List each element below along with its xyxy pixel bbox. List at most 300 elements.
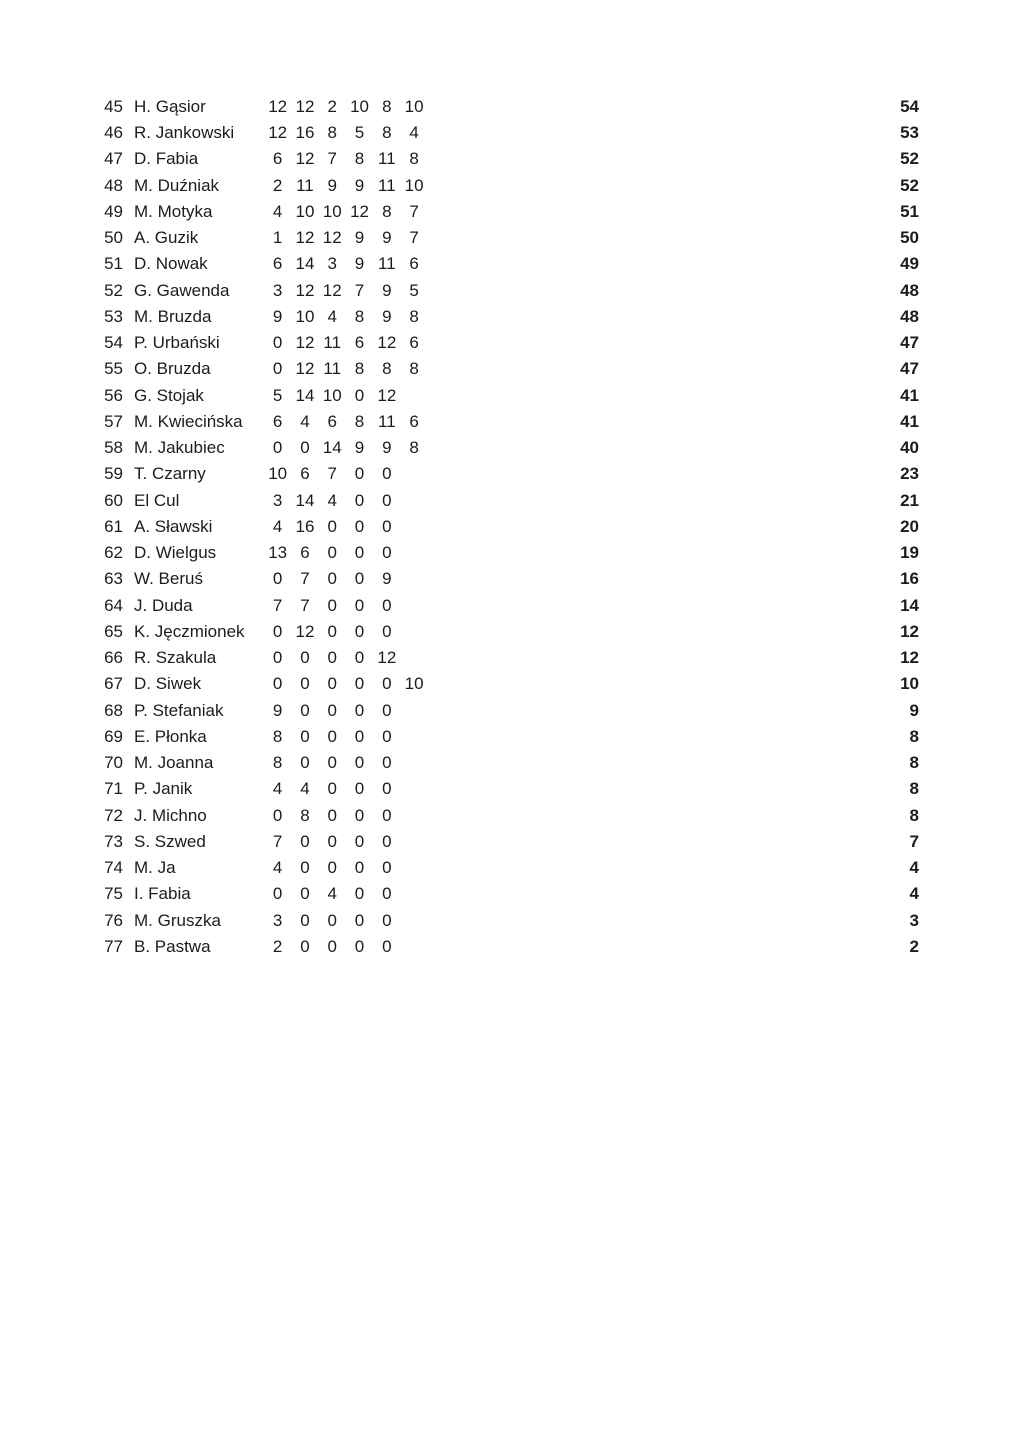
- score-cell-1: 7: [272, 595, 283, 615]
- score-cell-4: 0: [354, 648, 365, 668]
- table-row: [0, 199, 919, 225]
- total-cell: 3: [909, 910, 919, 930]
- score-cell-2: 16: [295, 123, 315, 143]
- score-cell-2: 0: [300, 884, 310, 904]
- rank-cell: 74: [104, 858, 123, 878]
- table-row: [0, 619, 919, 645]
- score-cell-2: 6: [300, 543, 310, 563]
- score-cell-2: 8: [300, 805, 310, 825]
- score-cell-4: 0: [354, 621, 365, 641]
- score-cell-1: 0: [272, 359, 283, 379]
- total-cell: 47: [900, 333, 919, 353]
- player-name-cell: D. Wielgus: [134, 543, 217, 563]
- score-cell-5: 0: [382, 464, 392, 484]
- player-name-cell: M. Jakubiec: [134, 438, 225, 458]
- player-name-cell: D. Siwek: [134, 674, 202, 694]
- score-cell-5: 0: [382, 884, 392, 904]
- score-cell-5: 0: [382, 831, 392, 851]
- rank-cell: 56: [104, 385, 123, 405]
- player-name-cell: P. Urbański: [134, 333, 220, 353]
- player-name-cell: J. Duda: [134, 595, 193, 615]
- score-cell-1: 4: [272, 516, 283, 536]
- score-cell-3: 10: [322, 385, 342, 405]
- score-cell-2: 0: [300, 648, 310, 668]
- score-cell-4: 0: [354, 385, 365, 405]
- table-row: [0, 435, 919, 461]
- score-cell-6: [400, 645, 427, 671]
- score-cell-1: 4: [272, 858, 283, 878]
- score-cell-3: 0: [327, 910, 337, 930]
- score-cell-5: 0: [382, 543, 392, 563]
- score-cell-6: [400, 750, 427, 776]
- score-cell-1: 4: [272, 779, 283, 799]
- score-cell-3: 0: [327, 543, 337, 563]
- score-cell-2: 14: [295, 385, 315, 405]
- score-cell-5: 0: [382, 936, 392, 956]
- score-cell-3: 0: [327, 700, 337, 720]
- score-cell-5: 0: [382, 490, 392, 510]
- score-cell-6: 7: [409, 228, 419, 248]
- score-cell-4: 5: [354, 123, 365, 143]
- rank-cell: 66: [104, 648, 123, 668]
- total-cell: 14: [900, 595, 919, 615]
- score-cell-3: 0: [327, 936, 337, 956]
- total-cell: 51: [900, 201, 919, 221]
- score-cell-6: [400, 593, 427, 619]
- score-cell-4: 0: [354, 674, 365, 694]
- score-cell-3: 0: [327, 805, 337, 825]
- score-cell-6: 5: [409, 280, 419, 300]
- total-cell: 9: [909, 700, 919, 720]
- total-cell: 8: [909, 805, 919, 825]
- score-cell-2: 0: [300, 753, 310, 773]
- score-cell-1: 9: [272, 306, 283, 326]
- score-cell-1: 0: [272, 648, 283, 668]
- score-cell-2: 4: [300, 411, 310, 431]
- score-cell-4: 0: [354, 516, 365, 536]
- total-cell: 52: [900, 149, 919, 169]
- player-name-cell: O. Bruzda: [134, 359, 211, 379]
- score-cell-1: 3: [272, 910, 283, 930]
- score-cell-6: [400, 829, 427, 855]
- score-cell-3: 4: [327, 306, 337, 326]
- rank-cell: 75: [104, 884, 123, 904]
- table-row: [0, 750, 919, 776]
- rank-cell: 51: [104, 254, 123, 274]
- player-name-cell: R. Szakula: [134, 648, 217, 668]
- total-cell: 7: [909, 831, 919, 851]
- score-cell-3: 8: [327, 123, 337, 143]
- player-name-cell: M. Joanna: [134, 753, 214, 773]
- table-row: [0, 146, 919, 172]
- score-cell-2: 0: [300, 936, 310, 956]
- score-cell-6: 8: [409, 149, 419, 169]
- total-cell: 41: [900, 411, 919, 431]
- score-cell-1: 0: [272, 438, 283, 458]
- score-cell-5: 0: [382, 910, 392, 930]
- table-row: [0, 803, 919, 829]
- score-cell-1: 3: [272, 490, 283, 510]
- score-cell-3: 0: [327, 595, 337, 615]
- score-cell-2: 0: [300, 831, 310, 851]
- score-cell-4: 0: [354, 726, 365, 746]
- score-cell-1: 0: [272, 621, 283, 641]
- table-row: [0, 724, 919, 750]
- score-cell-1: 0: [272, 569, 283, 589]
- rank-cell: 54: [104, 333, 123, 353]
- score-cell-1: 12: [268, 123, 288, 143]
- total-cell: 19: [900, 543, 919, 563]
- score-cell-2: 4: [300, 779, 310, 799]
- score-cell-4: 0: [354, 753, 365, 773]
- table-row: [0, 120, 919, 146]
- score-cell-4: 8: [354, 149, 365, 169]
- score-cell-6: [400, 776, 427, 802]
- score-cell-4: 0: [354, 910, 365, 930]
- score-cell-5: 11: [378, 411, 396, 431]
- score-cell-3: 4: [327, 490, 337, 510]
- table-row: [0, 225, 919, 251]
- score-cell-1: 4: [272, 201, 283, 221]
- player-name-cell: M. Kwiecińska: [134, 411, 243, 431]
- score-cell-5: 11: [378, 254, 396, 274]
- total-cell: 48: [900, 306, 919, 326]
- total-cell: 2: [909, 936, 919, 956]
- score-cell-4: 0: [354, 858, 365, 878]
- score-cell-3: 0: [327, 779, 337, 799]
- score-cell-3: 0: [327, 621, 337, 641]
- table-row: [0, 461, 919, 487]
- score-cell-5: 0: [382, 595, 392, 615]
- table-row: [0, 514, 919, 540]
- player-name-cell: A. Guzik: [134, 228, 199, 248]
- score-cell-3: 0: [327, 569, 337, 589]
- score-cell-2: 0: [300, 438, 310, 458]
- score-cell-3: 0: [327, 648, 337, 668]
- score-cell-5: 0: [382, 516, 392, 536]
- score-cell-4: 9: [354, 228, 365, 248]
- player-name-cell: E. Płonka: [134, 726, 207, 746]
- score-cell-1: 12: [268, 96, 288, 116]
- score-cell-2: 0: [300, 858, 310, 878]
- score-cell-4: 9: [354, 438, 365, 458]
- score-cell-5: 9: [382, 438, 392, 458]
- score-cell-5: 0: [382, 779, 392, 799]
- player-name-cell: D. Nowak: [134, 254, 208, 274]
- score-cell-6: 10: [404, 175, 424, 195]
- player-name-cell: D. Fabia: [134, 149, 199, 169]
- player-name-cell: M. Duźniak: [134, 175, 220, 195]
- score-cell-2: 6: [300, 464, 310, 484]
- total-cell: 50: [900, 228, 919, 248]
- score-cell-5: 11: [378, 149, 396, 169]
- score-cell-2: 10: [295, 306, 315, 326]
- score-cell-4: 8: [354, 411, 365, 431]
- score-cell-4: 9: [354, 175, 365, 195]
- score-cell-1: 0: [272, 333, 283, 353]
- total-cell: 12: [900, 648, 919, 668]
- table-row: [0, 251, 919, 277]
- score-cell-2: 12: [295, 359, 315, 379]
- player-name-cell: El Cul: [134, 490, 180, 510]
- player-name-cell: S. Szwed: [134, 831, 206, 851]
- score-cell-2: 0: [300, 674, 310, 694]
- total-cell: 49: [900, 254, 919, 274]
- total-cell: 4: [909, 884, 919, 904]
- score-cell-6: 10: [404, 96, 424, 116]
- score-cell-3: 0: [327, 753, 337, 773]
- player-name-cell: P. Stefaniak: [134, 700, 224, 720]
- player-name-cell: M. Motyka: [134, 201, 213, 221]
- score-cell-3: 0: [327, 831, 337, 851]
- table-row: [0, 488, 919, 514]
- rank-cell: 59: [104, 464, 123, 484]
- total-cell: 20: [900, 516, 919, 536]
- score-cell-2: 12: [295, 280, 315, 300]
- score-cell-5: 8: [382, 123, 392, 143]
- rank-cell: 62: [104, 543, 123, 563]
- score-cell-6: [400, 488, 427, 514]
- score-cell-5: 12: [377, 385, 397, 405]
- score-cell-1: 2: [272, 936, 283, 956]
- total-cell: 40: [900, 438, 919, 458]
- rank-cell: 71: [104, 779, 123, 799]
- score-cell-4: 8: [354, 306, 365, 326]
- score-cell-1: 1: [272, 228, 283, 248]
- score-cell-6: 4: [409, 123, 419, 143]
- score-cell-3: 2: [327, 96, 337, 116]
- rank-cell: 53: [104, 306, 123, 326]
- rank-cell: 65: [104, 621, 123, 641]
- rank-cell: 69: [104, 726, 123, 746]
- total-cell: 16: [900, 569, 919, 589]
- score-cell-5: 9: [382, 280, 392, 300]
- player-name-cell: J. Michno: [134, 805, 207, 825]
- rank-cell: 57: [104, 411, 123, 431]
- total-cell: 21: [900, 490, 919, 510]
- score-cell-2: 10: [295, 201, 315, 221]
- score-cell-6: 8: [409, 438, 419, 458]
- score-cell-1: 8: [272, 753, 283, 773]
- rank-cell: 46: [104, 123, 123, 143]
- rank-cell: 58: [104, 438, 123, 458]
- player-name-cell: G. Stojak: [134, 385, 204, 405]
- score-cell-2: 16: [295, 516, 315, 536]
- score-cell-4: 0: [354, 936, 365, 956]
- score-cell-6: 6: [409, 411, 419, 431]
- total-cell: 8: [909, 753, 919, 773]
- score-cell-2: 12: [295, 228, 315, 248]
- player-name-cell: M. Gruszka: [134, 910, 221, 930]
- score-cell-5: 0: [382, 674, 392, 694]
- score-cell-3: 0: [327, 858, 337, 878]
- player-name-cell: H. Gąsior: [134, 96, 206, 116]
- score-cell-3: 0: [327, 516, 337, 536]
- score-cell-1: 0: [272, 674, 283, 694]
- score-cell-5: 9: [382, 228, 392, 248]
- ranking-table: [0, 94, 919, 960]
- score-cell-6: 6: [409, 254, 419, 274]
- score-cell-3: 0: [327, 674, 337, 694]
- table-row: [0, 304, 919, 330]
- score-cell-4: 0: [354, 595, 365, 615]
- score-cell-6: [400, 934, 427, 960]
- score-cell-6: 6: [409, 333, 419, 353]
- score-cell-3: 12: [322, 228, 342, 248]
- score-cell-5: 11: [378, 175, 396, 195]
- score-cell-1: 6: [272, 149, 283, 169]
- total-cell: 52: [900, 175, 919, 195]
- score-cell-4: 7: [354, 280, 365, 300]
- player-name-cell: K. Jęczmionek: [134, 621, 245, 641]
- score-cell-3: 7: [327, 464, 337, 484]
- score-cell-2: 0: [300, 910, 310, 930]
- score-cell-4: 0: [354, 779, 365, 799]
- score-cell-3: 12: [322, 280, 342, 300]
- total-cell: 23: [900, 464, 919, 484]
- score-cell-3: 6: [327, 411, 337, 431]
- table-row: [0, 540, 919, 566]
- rank-cell: 68: [104, 700, 123, 720]
- player-name-cell: M. Ja: [134, 858, 176, 878]
- table-row: [0, 383, 919, 409]
- rank-cell: 49: [104, 201, 123, 221]
- score-cell-4: 6: [354, 333, 365, 353]
- score-cell-6: [400, 698, 427, 724]
- score-cell-1: 5: [272, 385, 283, 405]
- total-cell: 4: [909, 858, 919, 878]
- score-cell-1: 9: [272, 700, 283, 720]
- rank-cell: 55: [104, 359, 123, 379]
- rank-cell: 76: [104, 910, 123, 930]
- score-cell-6: 10: [404, 674, 424, 694]
- score-cell-1: 0: [272, 805, 283, 825]
- score-cell-1: 2: [272, 175, 283, 195]
- table-row: [0, 776, 919, 802]
- score-cell-5: 12: [377, 648, 397, 668]
- player-name-cell: M. Bruzda: [134, 306, 212, 326]
- total-cell: 54: [900, 96, 919, 116]
- score-cell-3: 11: [323, 333, 342, 353]
- score-cell-1: 6: [272, 254, 283, 274]
- score-cell-3: 7: [327, 149, 337, 169]
- score-cell-5: 8: [382, 201, 392, 221]
- score-cell-2: 12: [295, 333, 315, 353]
- total-cell: 8: [909, 726, 919, 746]
- score-cell-6: [400, 619, 427, 645]
- table-row: [0, 356, 919, 382]
- score-cell-3: 11: [323, 359, 342, 379]
- total-cell: 53: [900, 123, 919, 143]
- score-cell-6: 8: [409, 306, 419, 326]
- table-row: [0, 881, 919, 907]
- score-cell-6: [400, 855, 427, 881]
- score-cell-6: [400, 908, 427, 934]
- rank-cell: 64: [104, 595, 123, 615]
- score-cell-4: 0: [354, 831, 365, 851]
- score-cell-5: 0: [382, 726, 392, 746]
- score-cell-4: 0: [354, 700, 365, 720]
- score-cell-5: 12: [377, 333, 397, 353]
- score-cell-4: 0: [354, 464, 365, 484]
- score-cell-6: [400, 540, 427, 566]
- table-row: [0, 645, 919, 671]
- score-cell-6: [400, 724, 427, 750]
- score-cell-4: 0: [354, 490, 365, 510]
- score-cell-3: 3: [327, 254, 337, 274]
- score-cell-2: 0: [300, 700, 310, 720]
- total-cell: 48: [900, 280, 919, 300]
- score-cell-4: 10: [350, 96, 369, 116]
- table-row: [0, 698, 919, 724]
- score-cell-6: [400, 803, 427, 829]
- rank-cell: 61: [104, 516, 123, 536]
- table-row: [0, 908, 919, 934]
- rank-cell: 77: [104, 936, 123, 956]
- score-cell-2: 14: [295, 254, 315, 274]
- score-cell-1: 8: [272, 726, 283, 746]
- score-cell-3: 14: [322, 438, 342, 458]
- score-cell-4: 9: [354, 254, 365, 274]
- score-cell-2: 12: [295, 621, 315, 641]
- score-cell-4: 0: [354, 569, 365, 589]
- rank-cell: 72: [104, 805, 123, 825]
- rank-cell: 67: [104, 674, 123, 694]
- score-cell-6: [400, 514, 427, 540]
- total-cell: 10: [900, 674, 919, 694]
- rank-cell: 60: [104, 490, 123, 510]
- score-cell-5: 0: [382, 753, 392, 773]
- score-cell-4: 0: [354, 805, 365, 825]
- table-row: [0, 934, 919, 960]
- rank-cell: 52: [104, 280, 123, 300]
- score-cell-6: 7: [409, 201, 419, 221]
- score-cell-5: 9: [382, 306, 392, 326]
- score-cell-2: 7: [300, 569, 310, 589]
- score-cell-4: 0: [354, 543, 365, 563]
- score-cell-5: 0: [382, 700, 392, 720]
- score-cell-5: 9: [382, 569, 392, 589]
- rank-cell: 50: [104, 228, 123, 248]
- score-cell-6: 8: [409, 359, 419, 379]
- score-cell-4: 12: [350, 201, 369, 221]
- player-name-cell: A. Sławski: [134, 516, 213, 536]
- rank-cell: 73: [104, 831, 123, 851]
- rank-cell: 48: [104, 175, 123, 195]
- score-cell-2: 12: [295, 96, 315, 116]
- score-cell-6: [400, 461, 427, 487]
- table-row: [0, 409, 919, 435]
- score-cell-3: 4: [327, 884, 337, 904]
- total-cell: 8: [909, 779, 919, 799]
- score-cell-4: 8: [354, 359, 365, 379]
- score-cell-6: [400, 383, 427, 409]
- score-cell-2: 12: [295, 149, 315, 169]
- rank-cell: 70: [104, 753, 123, 773]
- table-row: [0, 330, 919, 356]
- score-cell-1: 3: [272, 280, 283, 300]
- score-cell-5: 0: [382, 621, 392, 641]
- table-row: [0, 278, 919, 304]
- score-cell-2: 0: [300, 726, 310, 746]
- table-row: [0, 94, 919, 120]
- score-cell-5: 8: [382, 96, 392, 116]
- table-row: [0, 566, 919, 592]
- rank-cell: 45: [104, 96, 123, 116]
- total-cell: 47: [900, 359, 919, 379]
- player-name-cell: P. Janik: [134, 779, 193, 799]
- score-cell-3: 0: [327, 726, 337, 746]
